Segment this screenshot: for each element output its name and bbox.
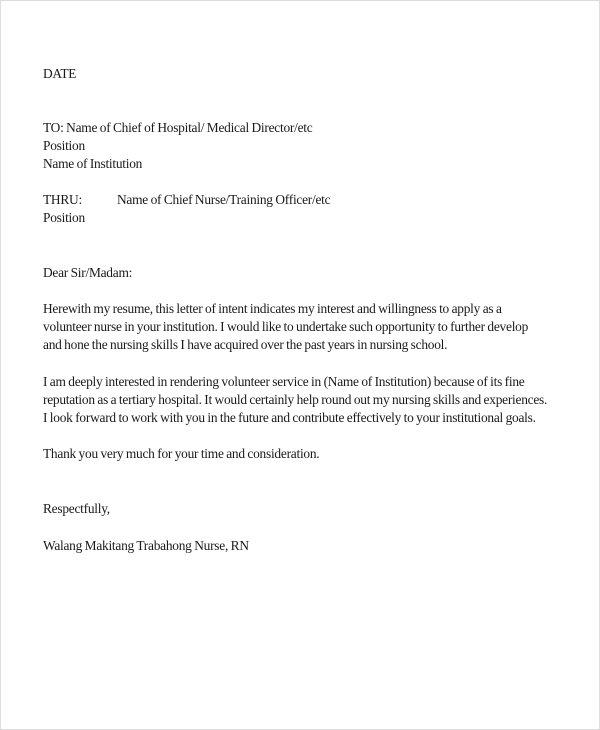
paragraph-2-line-2: reputation as a tertiary hospital. It would certainly help round out my nursing skills and experiences. bbox=[43, 392, 548, 407]
to-institution-line: Name of Institution bbox=[43, 156, 143, 171]
to-recipient-line: TO: Name of Chief of Hospital/ Medical Director/etc bbox=[43, 120, 313, 135]
paragraph-2-line-3: I look forward to work with you in the future and contribute effectively to your institutional goals. bbox=[43, 410, 536, 425]
thru-position-line: Position bbox=[43, 210, 85, 225]
thru-line bbox=[43, 191, 443, 209]
paragraph-1-line-3: and hone the nursing skills I have acquired over the past years in nursing school. bbox=[43, 337, 448, 352]
date-line: DATE bbox=[43, 66, 77, 81]
salutation: Dear Sir/Madam: bbox=[43, 265, 133, 280]
closing: Respectfully, bbox=[43, 501, 110, 516]
paragraph-3: Thank you very much for your time and consideration. bbox=[43, 446, 320, 461]
paragraph-1-line-2: volunteer nurse in your institution. I would like to undertake such opportunity to further develop bbox=[43, 319, 529, 334]
paragraph-1-line-1: Herewith my resume, this letter of intent indicates my interest and willingness to apply as a bbox=[43, 301, 502, 316]
thru-label: THRU: bbox=[43, 192, 82, 207]
signature: Walang Makitang Trabahong Nurse, RN bbox=[43, 538, 249, 553]
paragraph-2-line-1: I am deeply interested in rendering volunteer service in (Name of Institution) because of its fine bbox=[43, 374, 525, 389]
to-position-line: Position bbox=[43, 138, 85, 153]
thru-name: Name of Chief Nurse/Training Officer/etc bbox=[117, 192, 331, 207]
